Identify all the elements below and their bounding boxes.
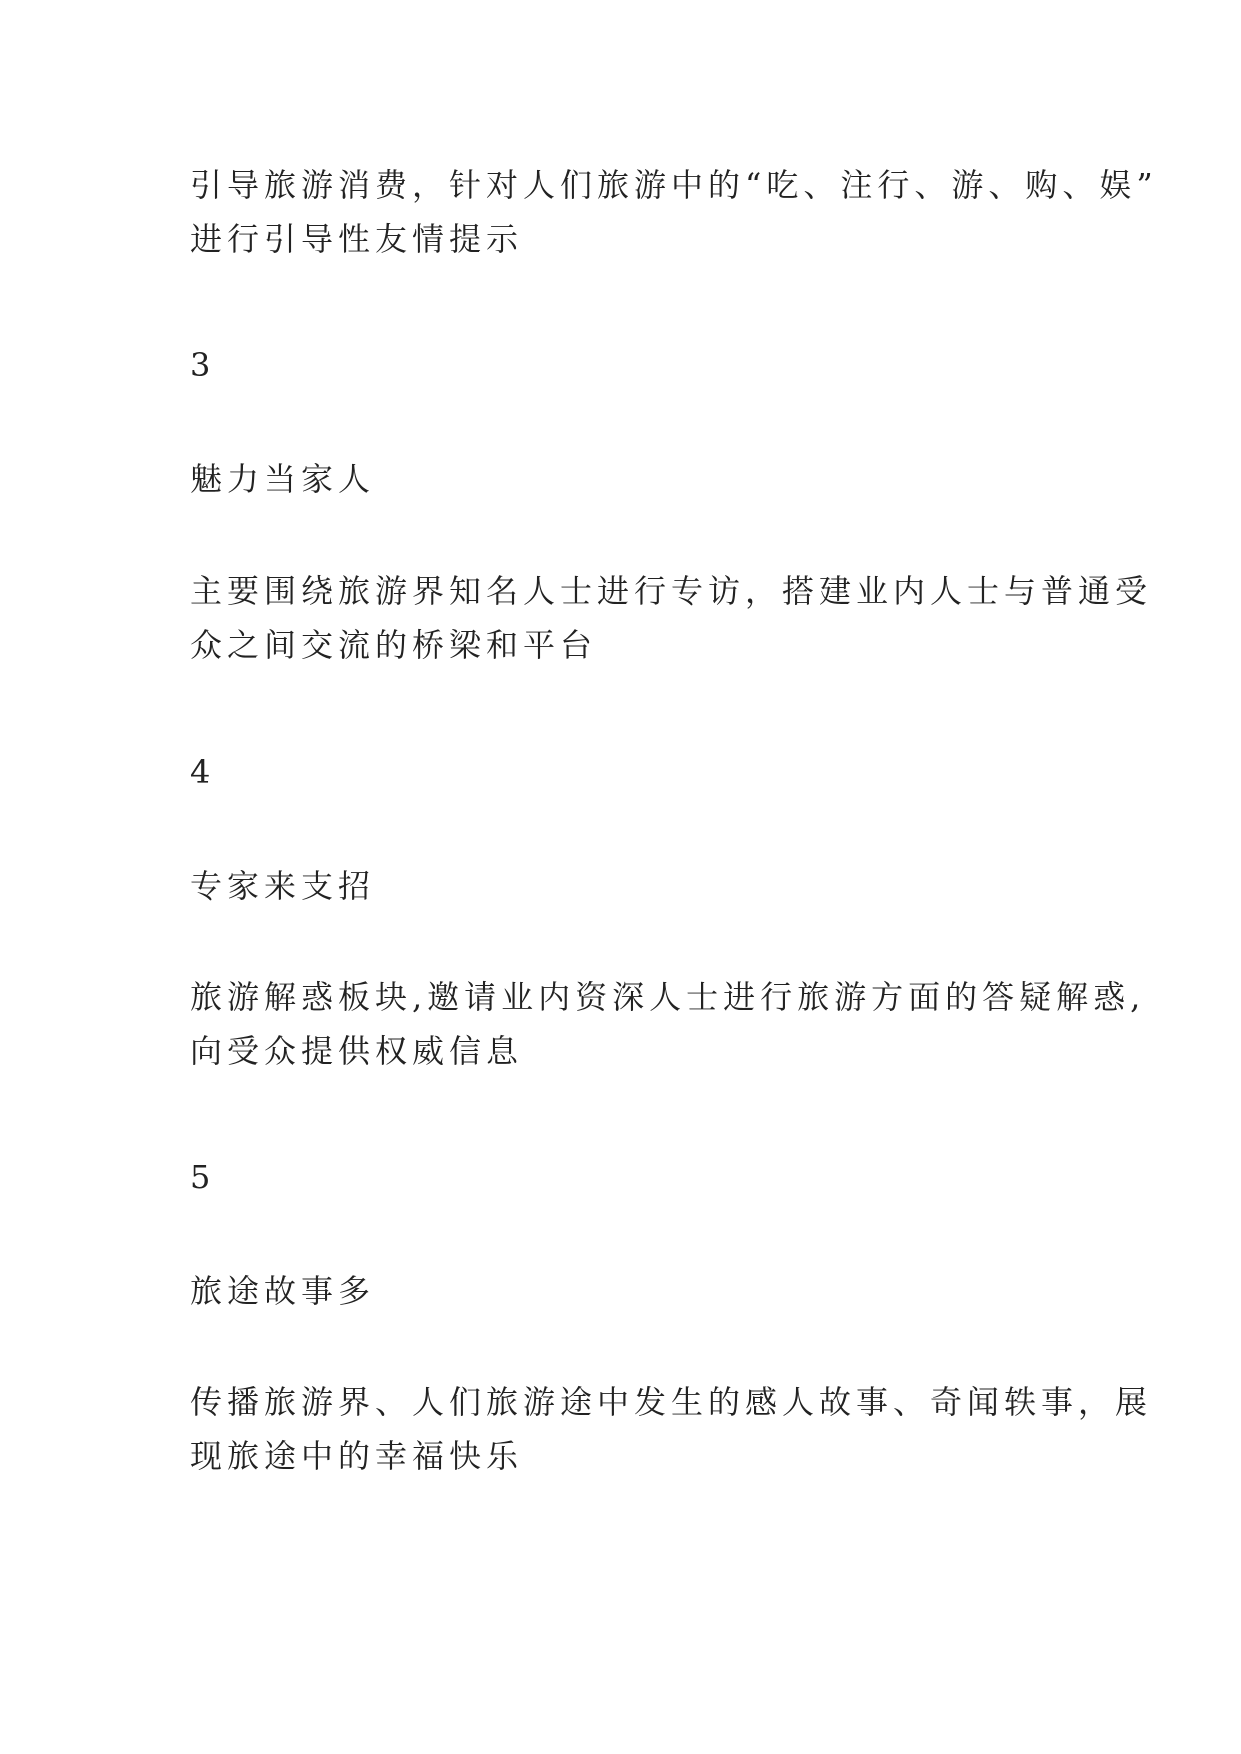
section-number-4: 4: [190, 753, 211, 791]
text-line: 向受众提供权威信息: [190, 1032, 524, 1070]
section-heading-5: 旅途故事多: [190, 1272, 376, 1310]
text-line: 传播旅游界、人们旅游途中发生的感人故事、奇闻轶事，展: [190, 1383, 1153, 1421]
paragraph-section-5: [190, 1375, 1153, 1483]
text-line: 现旅途中的幸福快乐: [190, 1437, 524, 1475]
text-line: 引导旅游消费，针对人们旅游中的“吃、注行、游、购、娱”: [190, 166, 1158, 204]
section-heading-3: 魅力当家人: [190, 460, 376, 498]
paragraph-section-3: [190, 564, 1153, 672]
text-line: 主要围绕旅游界知名人士进行专访，搭建业内人士与普通受: [190, 572, 1153, 610]
section-heading-4: 专家来支招: [190, 867, 376, 905]
paragraph-section-4: [190, 970, 1146, 1078]
text-line: 众之间交流的桥梁和平台: [190, 626, 598, 664]
paragraph-guide-consumption: [190, 158, 1158, 266]
text-line: 旅游解惑板块,邀请业内资深人士进行旅游方面的答疑解惑,: [190, 978, 1146, 1016]
section-number-3: 3: [190, 346, 211, 384]
section-number-5: 5: [190, 1158, 211, 1196]
text-line: 进行引导性友情提示: [190, 220, 524, 258]
